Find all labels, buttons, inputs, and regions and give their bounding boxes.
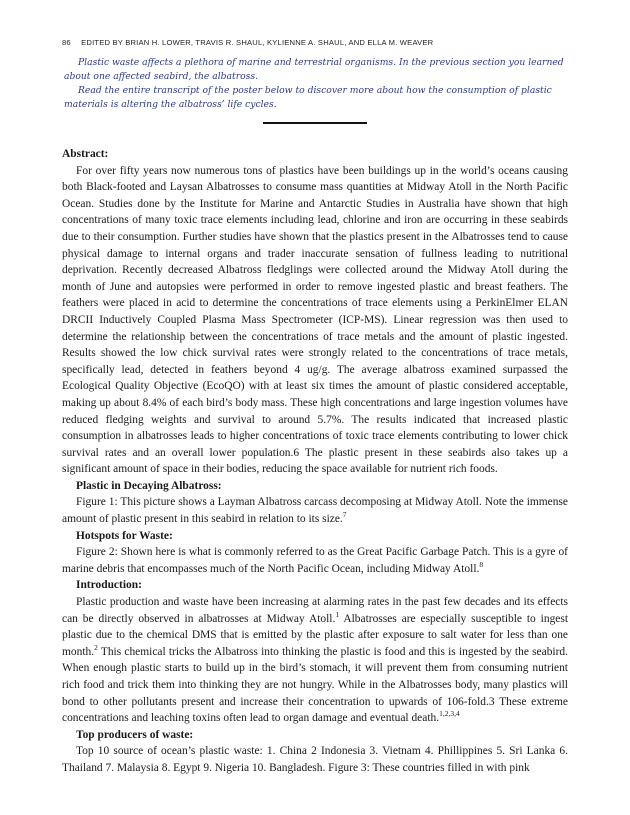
intro-paragraph-1: Plastic waste affects a plethora of marine and terrestrial organisms. In the previous section you learned about one affected seabird, the albatross. — [64, 57, 564, 82]
introduction-text-2: Albatrosses are especially susceptible to ingest plastic due to the chemical DMS that is emitted by the plastic after exposure to salt water for less than one month. — [62, 612, 568, 658]
decaying-heading: Plastic in Decaying Albatross: — [76, 479, 222, 492]
poster-transcript — [62, 146, 568, 777]
hotspots-paragraph — [62, 544, 568, 577]
decaying-text: Figure 1: This picture shows a Layman Albatross carcass decomposing at Midway Atoll. Note the immense amount of plastic present in this seabird in relation to its size. — [62, 496, 568, 526]
introduction-ref-1: 1 — [335, 609, 340, 619]
running-header — [62, 38, 568, 47]
document-page — [62, 38, 568, 777]
introduction-text-3: This chemical tricks the Albatross into thinking the plastic is food and this is ingested by the seabird. When enough plastic starts to build up in the bird’s stomach, it will prevent them from consuming nutrient rich food and trick them into thinking they are not hungry. While in the Albatrosses body, many plastics will bond to other pollutants present and increase their concentration to upwards of 106-fold.3 These extreme concentrations and leaching toxins often lead to organ damage and eventual death. — [62, 645, 568, 725]
introduction-ref-3: 1,2,3,4 — [439, 709, 460, 719]
decaying-ref: 7 — [342, 510, 347, 520]
introduction-text-1: Plastic production and waste have been increasing at alarming rates in the past few decades and its effects can be directly observed in albatrosses at Midway Atoll. — [62, 596, 568, 625]
intro-paragraph-2: Read the entire transcript of the poster below to discover more about how the consumption of plastic materials is altering the albatross’ life cycles. — [64, 85, 552, 110]
introduction-paragraph — [62, 594, 568, 727]
hotspots-text: Figure 2: Shown here is what is commonly referred to as the Great Pacific Garbage Patch. This is a gyre of marine debris that encompasses much of the North Pacific Ocean, including Midway Atoll. — [62, 546, 568, 575]
introduction-heading: Introduction: — [76, 579, 142, 592]
abstract-heading: Abstract: — [62, 148, 109, 160]
producers-heading: Top producers of waste: — [76, 728, 194, 741]
running-title: EDITED BY BRIAN H. LOWER, TRAVIS R. SHAUL, KYLIENNE A. SHAUL, AND ELLA M. WEAVER — [81, 38, 434, 47]
producers-paragraph: Top 10 source of ocean’s plastic waste: 1. China 2 Indonesia 3. Vietnam 4. Phillippines 5. Sri Lanka 6. Thailand 7. Malaysia 8. Egypt 9. Nigeria 10. Bangladesh. Figure 3: These countries filled in with pink — [62, 745, 568, 774]
introduction-ref-2: 2 — [94, 643, 98, 652]
abstract-paragraph: For over fifty years now numerous tons of plastics have been buildings up in the world’s oceans causing both Black-footed and Laysan Albatrosses to consume mass quantities at Midway Atoll in the North Pacific Ocean. Studies done by the Institute for Marine and Antarctic Studies in Australia have shown that high concentrations of many toxic trace elements including lead, chlorine and iron are occurring in these seabirds due to their consumption. Further studies have shown that the plastics present in the Albatrosses tend to cause physical damage to internal organs and trader inaccurate sensation of fullness leading to nutritional deprivation. Recently decreased Albatross fledglings were collected around the Midway Atoll during the month of June and autopsies were performed in order to remove ingested plastic and breast feathers. The feathers were placed in acid to determine the concentrations of trace elements using a PerkinElmer ELAN DRCII Inductively Coupled Plasma Mass Spectrometer (ICP-MS). Linear regression was then used to determine the relationship between the concentrations of trace metals and the amount of plastic ingested. Results showed the low chick survival rates were strongly related to the concentrations of trace metals, specifically lead, detected in feathers beyond 4 ug/g. The average albatross examined surpassed the Ecological Quality Objective (EcoQO) with at least six times the amount of plastic considered acceptable, making up about 8.4% of each bird’s body mass. These high concentrations and large ingestion volumes have reduced fledging weights and survival to around 5.7%. The results indicated that increased plastic consumption in albatrosses leads to higher concentrations of toxic trace elements contributing to lower chick survival rates and an overall lower population.6 The plastic present in these seabirds also takes up a significant amount of space in their bodies, reducing the space available for nutrient rich foods. — [62, 164, 568, 476]
intro-note — [62, 56, 568, 112]
hotspots-heading: Hotspots for Waste: — [76, 529, 173, 542]
page-number: 86 — [62, 38, 71, 47]
hotspots-ref: 8 — [479, 560, 484, 570]
decaying-paragraph — [62, 494, 568, 527]
section-divider — [263, 122, 367, 124]
